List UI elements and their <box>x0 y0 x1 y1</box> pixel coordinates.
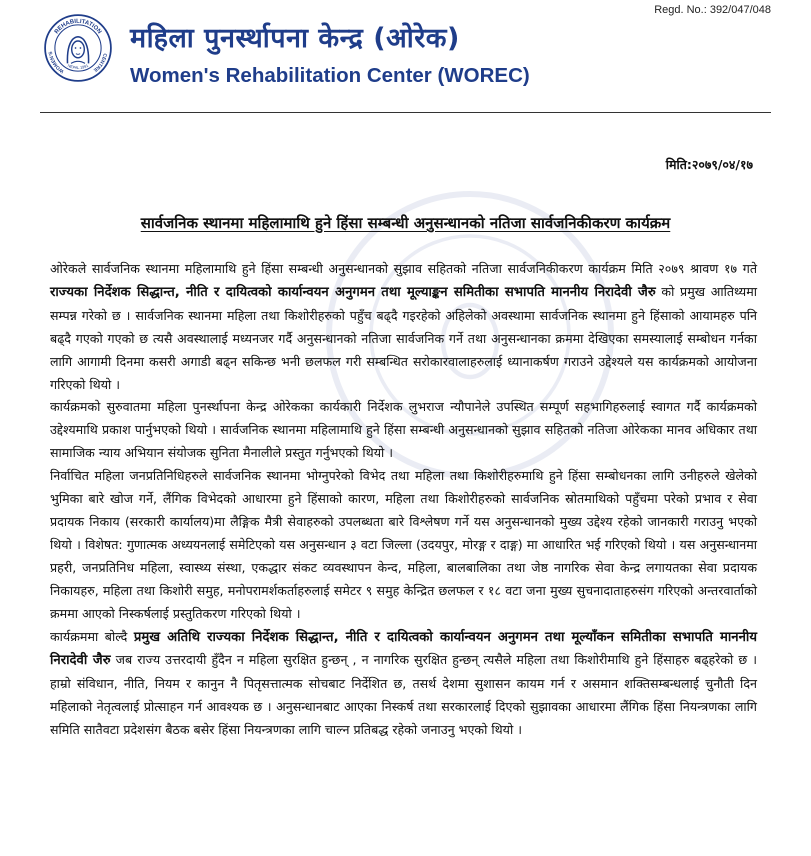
paragraph-4: कार्यक्रममा बोल्दै प्रमुख अतिथि राज्यका निर्देशक सिद्धान्त, नीति र दायित्वको कार्यान्वयन अनुगमन तथा मूल्याँकन समितीका सभापति माननीय निरादेवी जैरु जब राज्य उत्तरदायी हुँदैन न महिला सुरक्षित हुन्छन् , न नागरिक सुरक्षित हुन्छन् त्यसैले महिला तथा किशोरीमाथि हुने हिंसाहरु बढ्हरेको छ । हाम्रो संविधान, नीति, नियम र कानुन नै पितृसत्तात्मक सोचबाट निर्देशित छ, तसर्थ देशमा सुशासन कायम गर्न र असमान शक्तिसम्बन्धलाई चुनौती दिन महिलाको नेतृत्वलाई प्रोत्साहन गर्न आवश्यक छ । अनुसन्धानबाट आएका निस्कर्ष तथा सरकारलाई दिएको सुझावका आधारमा लैंगिक हिंसा नियन्त्रणका लागि समिति सातैवटा प्रदेशसंग बैठक बसेर हिंसा नियन्त्रणका लागि चाल्न प्रतिबद्ध रहेको जनाउनु भएको थियो । <box>50 628 757 738</box>
document-date: मिति:२०७९/०४/१७ <box>665 157 753 172</box>
registration-number: Regd. No.: 392/047/048 <box>654 4 771 16</box>
svg-text:CENTRE: CENTRE <box>92 52 107 73</box>
paragraph-2: कार्यक्रमको सुरुवातमा महिला पुनर्स्थापना केन्द्र ओरेकका कार्यकारी निर्देशक लुभराज न्यौपानेले उपस्थित सम्पूर्ण सहभागिहरुलाई स्वागत गर्दै कार्यक्रमको उद्देश्यमाथि प्रकाश पार्नुभएको थियो । सार्वजनिक स्थानमा महिलामाथि हुने हिंसा सम्बन्धी अनुसन्धानको सुझाव सहितको नतिजा ओरेकका मानव अधिकार तथा सामाजिक न्याय अभियान संयोजक सुनिता मैनालीले प्रस्तुत गर्नुभएको थियो । <box>50 399 757 461</box>
organization-name-nepali: महिला पुनर्स्थापना केन्द्र (ओरेक) <box>130 23 460 54</box>
svg-text:REHABILITATION: REHABILITATION <box>53 18 103 36</box>
document-body <box>50 258 757 742</box>
paragraph-3: निर्वाचित महिला जनप्रतिनिधिहरुले सार्वजनिक स्थानमा भोग्नुपरेको विभेद तथा महिला तथा किशोरीहरुमाथि हुने हिंसा सम्बोधनका लागि उनीहरुले खेलेको भुमिका बारे खोज गर्ने, लैंगिक विभेदको आधारमा हुने हिंसाको कारण, महिला तथा किशोरीहरुको सार्वजनिक स्रोतमाथिको पहुँचमा परेको प्रभाव र सेवा प्रदायक निकाय (सरकारी कार्यालय)मा लैङ्गिक मैत्री सेवाहरुको उपलब्धता बारे विश्लेषण गर्ने यस अनुसन्धानको मुख्य उद्देश्य रहेको जानकारी गराउनु भएको थियो । विशेषत: गुणात्मक अध्ययनलाई समेटिएको यस अनुसन्धान ३ वटा जिल्ला (उदयपुर, मोरङ्ग र दाङ्ग) मा आधारित भई गरिएको थियो । यस अनुसन्धानमा प्रहरी, जनप्रतिनिध महिला, स्वास्थ्य संस्था, एकद्धार संकट व्यवस्थापन केन्द, महिला, बालबालिका तथा जेष्ठ नागरिक सेवा केन्द्र लगायतका सेवा प्रदायक निकायहरु, महिला तथा किशोरी समुह, मनोपरामर्शकर्ताहरुलाई समेटर ९ समुह केन्द्रित छलफल र १८ वटा जना मुख्य सुचनादाताहरुसंग गरिएको अन्तरवार्ताको क्रममा आएको निस्कर्षलाई प्रस्तुतिकरण गरिएको थियो । <box>50 468 757 621</box>
header-divider <box>40 112 771 113</box>
paragraph-1: ओरेकले सार्वजनिक स्थानमा महिलामाथि हुने हिंसा सम्बन्धी अनुसन्धानको सुझाव सहितको नतिजा सार्वजनिकीकरण कार्यक्रम मिति २०७९ श्रावण १७ गते राज्यका निर्देशक सिद्धान्त, नीति र दायित्वको कार्यान्वयन अनुगमन तथा मूल्याङ्कन समितीका सभापति माननीय निरादेवी जैरु को प्रमुख आतिथ्यमा सम्पन्न गरेको छ । सार्वजनिक स्थानमा महिला तथा किशोरीहरुको पहुँच बढ्दै गइरहेको अहिलेको अवस्थामा सार्वजनिक स्थानमा हुने हिंसाको आयामहरु पनि बढ्दै गएको गएको छ त्यसै अवस्थालाई मध्यनजर गर्दै अनुसन्धानको नतिजा सार्वजनिक गर्ने तथा अनुसन्धानका क्रममा देखिएका समस्यालाई सम्बोधन गर्नका लागि आगामी दिनमा कसरी अगाडी बढ्न सकिन्छ भनी छलफल गरी सम्बन्धित सरोकारवालाहरुलाई ध्यानाकर्षण गराउने उद्देश्यले यस कार्यक्रमको आयोजना गरिएको थियो । <box>50 261 757 392</box>
worec-logo <box>43 13 113 83</box>
svg-text:NEPAL 1991: NEPAL 1991 <box>67 63 89 71</box>
document-title: सार्वजनिक स्थानमा महिलामाथि हुने हिंसा सम्बन्धी अनुसन्धानको नतिजा सार्वजनिकीकरण कार्यक्रम <box>140 214 671 232</box>
woman-face-emblem-icon <box>67 37 88 64</box>
organization-name-english: Women's Rehabilitation Center (WOREC) <box>130 64 530 87</box>
svg-text:WOMEN'S: WOMEN'S <box>48 50 66 74</box>
